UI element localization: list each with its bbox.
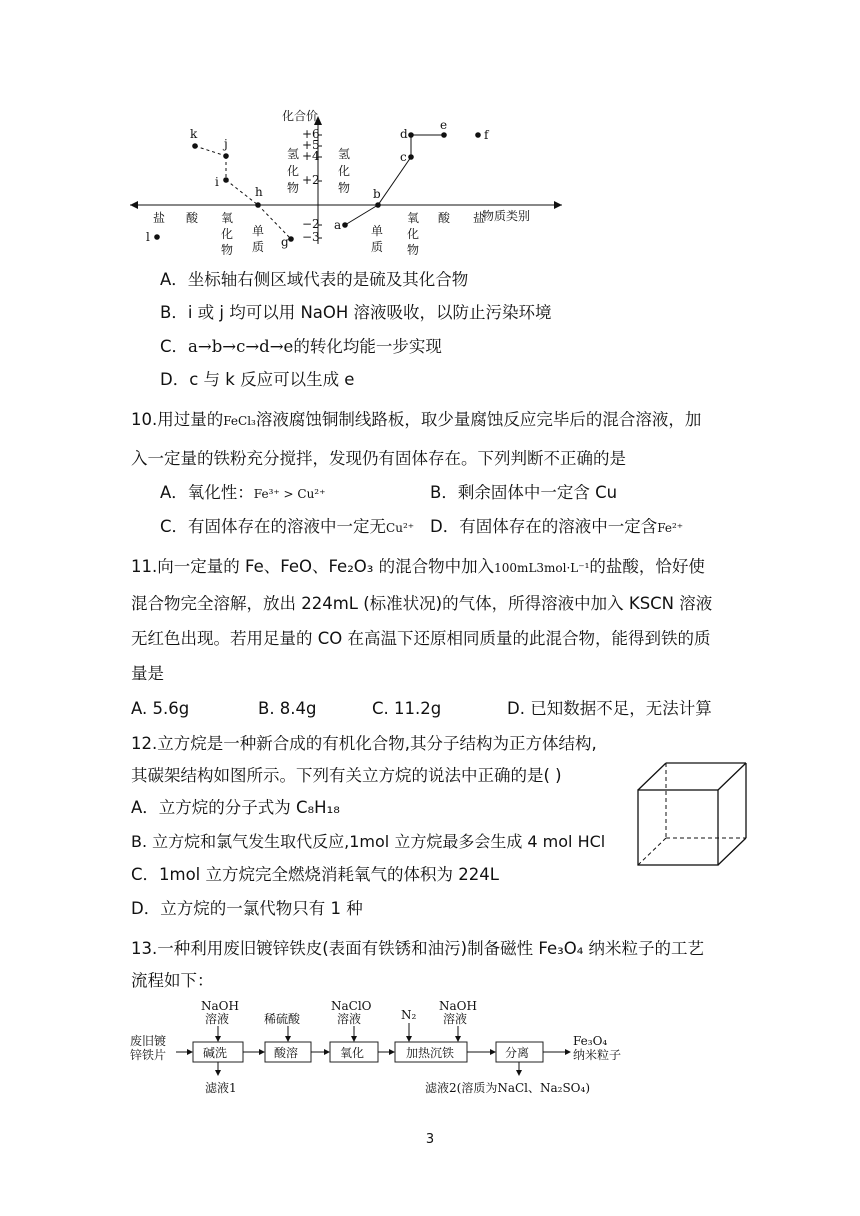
- label-f: f: [484, 128, 489, 142]
- q10-option-b: B．剩余固体中一定含 Cu: [430, 483, 618, 502]
- q10-option-c: C．有固体存在的溶液中一定无Cu²⁺: [160, 517, 415, 536]
- tick-minus3: −3: [302, 230, 320, 244]
- point-d: [408, 132, 414, 138]
- cat-right-element: 单质: [371, 224, 384, 254]
- point-g: [288, 236, 294, 242]
- process-flow-diagram: [0, 995, 860, 1105]
- q12-option-b: B. 立方烷和氯气发生取代反应,1mol 立方烷最多会生成 4 mol HCl: [131, 832, 606, 851]
- q12-option-a: A．立方烷的分子式为 C₈H₁₈: [131, 798, 340, 817]
- q11-option-c: C. 11.2g: [372, 699, 442, 718]
- cubane-cube-figure: [636, 760, 756, 870]
- cat-left-salt: 盐: [153, 211, 166, 225]
- q11-option-d: D. 已知数据不足，无法计算: [507, 699, 712, 718]
- point-a: [342, 222, 348, 228]
- hydride-left-label: 氢化物: [287, 147, 300, 195]
- q10-line-2: 入一定量的铁粉充分搅拌，发现仍有固体存在。下列判断不正确的是: [131, 449, 626, 468]
- label-g: g: [281, 235, 289, 249]
- page-number: 3: [425, 1132, 435, 1147]
- cat-left-element: 单质: [252, 224, 265, 254]
- q11-line-3: 无红色出现。若用足量的 CO 在高温下还原相同质量的此混合物，能得到铁的质: [131, 629, 711, 648]
- flow-filtrate-2: 滤液2(溶质为NaCl、Na₂SO₄): [425, 1081, 591, 1095]
- point-b: [375, 202, 381, 208]
- point-c: [408, 154, 414, 160]
- q10-option-a: A．氧化性：Fe³⁺ > Cu²⁺: [160, 483, 326, 502]
- q12-line-1: 12.立方烷是一种新合成的有机化合物,其分子结构为正方体结构,: [131, 734, 597, 753]
- q13-line-1: 13.一种利用废旧镀锌铁皮(表面有铁锈和油污)制备磁性 Fe₃O₄ 纳米粒子的工艺: [131, 939, 705, 958]
- q9-option-c: C．a→b→c→d→e的转化均能一步实现: [160, 337, 442, 356]
- label-l: l: [146, 230, 150, 244]
- hydride-right-label: 氢化物: [338, 147, 351, 195]
- q11-line-2: 混合物完全溶解，放出 224mL (标准状况)的气体，所得溶液中加入 KSCN 溶液: [131, 594, 713, 613]
- q11-line-4: 量是: [131, 664, 164, 683]
- label-d: d: [400, 127, 408, 141]
- q9-option-a: A．坐标轴右侧区域代表的是硫及其化合物: [160, 270, 469, 289]
- label-c: c: [400, 150, 407, 164]
- label-e: e: [440, 118, 448, 132]
- tick-plus6: +6: [302, 127, 320, 141]
- flow-input-naoh-2: NaOH 溶液: [439, 999, 477, 1026]
- q9-option-b: B．i 或 j 均可以用 NaOH 溶液吸收，以防止污染环境: [160, 303, 552, 322]
- tick-minus2: −2: [302, 217, 320, 231]
- label-b: b: [373, 187, 381, 201]
- cat-left-acid: 酸: [186, 211, 199, 225]
- point-j: [223, 153, 229, 159]
- q11-option-b: B. 8.4g: [258, 699, 317, 718]
- flow-step-alkali-wash: 碱洗: [203, 1046, 228, 1060]
- q11-line-1: 11.向一定量的 Fe、FeO、Fe₂O₃ 的混合物中加入100mL3mol·L⁻¹的盐酸，恰好使: [131, 557, 705, 576]
- cat-right-acid: 酸: [438, 211, 451, 225]
- x-axis-label: 物质类别: [482, 209, 531, 223]
- y-axis-label: 化合价: [282, 109, 319, 123]
- flow-input-naoh-1: NaOH 溶液: [201, 999, 239, 1026]
- flow-step-heating-precipitate: 加热沉铁: [406, 1046, 455, 1060]
- flow-input-n2: N₂: [401, 1008, 417, 1022]
- q11-option-a: A. 5.6g: [131, 699, 190, 718]
- flow-product-label: Fe₃O₄ 纳米粒子: [573, 1034, 622, 1062]
- tick-plus2: +2: [302, 173, 320, 187]
- q13-line-2: 流程如下：: [131, 971, 214, 990]
- flow-start-label: 废旧镀锌铁片: [130, 1034, 167, 1062]
- label-k: k: [190, 127, 198, 141]
- cat-right-salt: 盐: [473, 211, 486, 225]
- cat-right-oxide: 氧化物: [407, 211, 420, 257]
- q9-option-d: D．c 与 k 反应可以生成 e: [160, 370, 355, 389]
- q12-option-c: C．1mol 立方烷完全燃烧消耗氧气的体积为 224L: [131, 865, 499, 884]
- label-i: i: [215, 175, 219, 189]
- point-i: [223, 177, 229, 183]
- q12-line-2: 其碳架结构如图所示。下列有关立方烷的说法中正确的是( ): [131, 766, 562, 785]
- label-h: h: [255, 185, 263, 199]
- q10-line-1: 10.用过量的FeCl₃溶液腐蚀铜制线路板，取少量腐蚀反应完毕后的混合溶液，加: [131, 410, 702, 429]
- label-j: j: [224, 137, 228, 151]
- flow-filtrate-1: 滤液1: [205, 1081, 237, 1095]
- label-a: a: [334, 218, 342, 232]
- q10-option-d: D．有固体存在的溶液中一定含Fe²⁺: [430, 517, 684, 536]
- flow-input-naclo: NaClO 溶液: [331, 999, 372, 1026]
- point-l: [154, 234, 160, 240]
- q12-option-d: D．立方烷的一氯代物只有 1 种: [131, 899, 363, 918]
- cat-left-oxide: 氧化物: [221, 211, 234, 257]
- flow-step-separation: 分离: [505, 1046, 530, 1060]
- tick-plus5: +5: [302, 138, 320, 152]
- point-h: [255, 202, 261, 208]
- point-e: [441, 132, 447, 138]
- flow-step-acid-dissolve: 酸溶: [274, 1046, 299, 1060]
- point-f: [475, 132, 481, 138]
- tick-plus4: +4: [302, 149, 320, 163]
- flow-input-dilute-sulfuric-acid: 稀硫酸: [264, 1012, 301, 1026]
- point-k: [192, 143, 198, 149]
- flow-step-oxidation: 氧化: [340, 1046, 365, 1060]
